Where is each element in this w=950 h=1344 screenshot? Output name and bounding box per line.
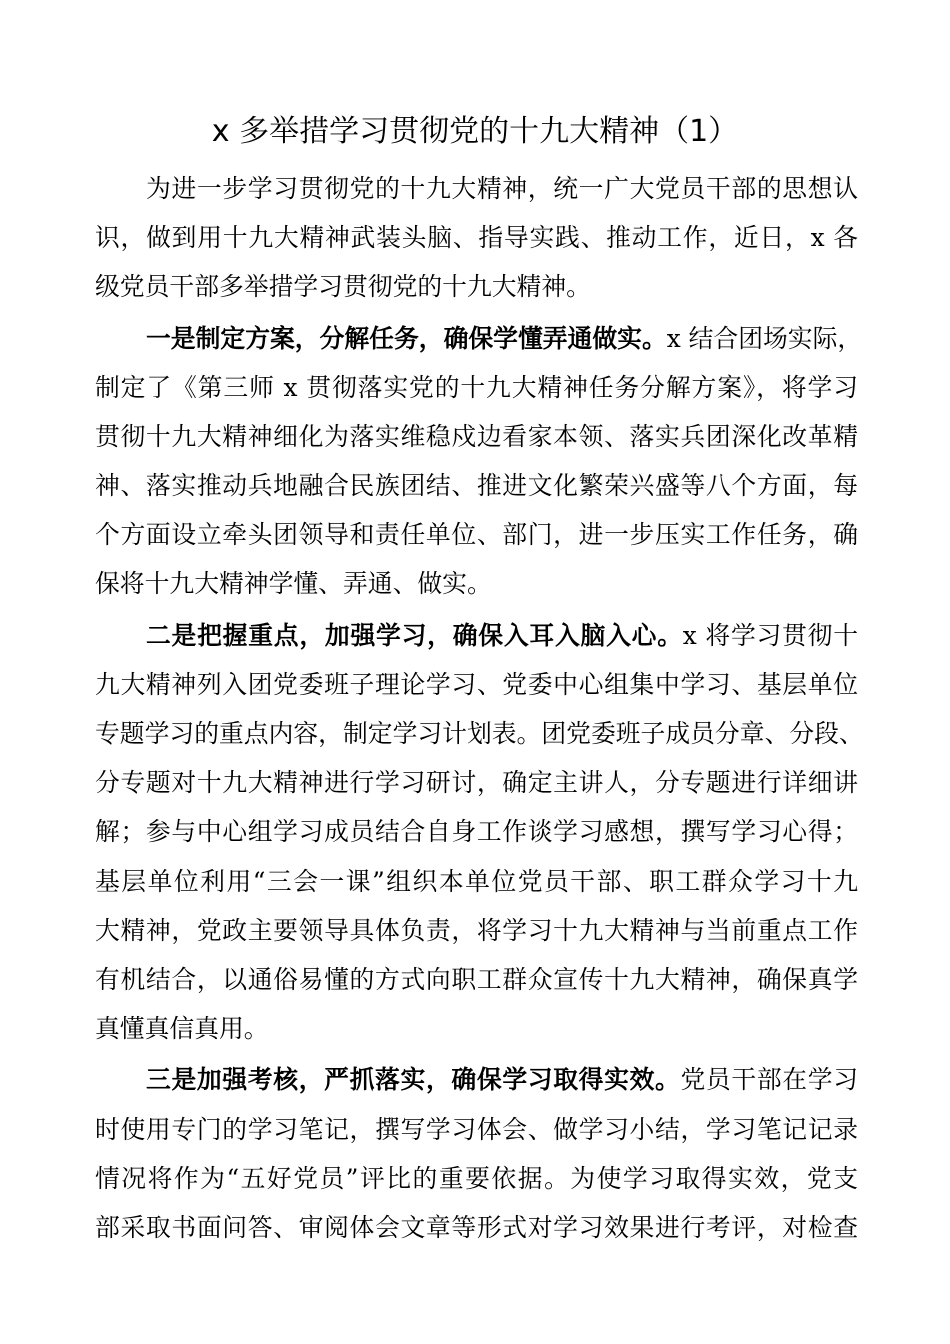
paragraph-line: 保将十九大精神学懂、弄通、做实。: [95, 569, 492, 599]
paragraph-measure-three: [95, 1055, 858, 1251]
paragraph-measure-one: [95, 314, 863, 609]
document-body: [95, 164, 864, 1254]
paragraph-line: 基层单位利用“三会一课”组织本单位党员干部、职工群众学习十九: [95, 866, 858, 896]
paragraph-line: [95, 314, 863, 363]
paragraph-measure-two: [95, 611, 864, 1053]
paragraph-line: 制定了《第三师 x 贯彻落实党的十九大精神任务分解方案》，将学习: [95, 372, 858, 402]
document-title: x 多举措学习贯彻党的十九大精神（1）: [211, 114, 739, 149]
paragraph-line: 九大精神列入团党委班子理论学习、党委中心组集中学习、基层单位: [95, 670, 858, 700]
paragraph-line: 个方面设立牵头团领导和责任单位、部门，进一步压实工作任务，确: [95, 520, 858, 550]
paragraph-line: 解；参与中心组学习成员结合自身工作谈学习感想，撰写学习心得；: [95, 817, 858, 847]
paragraph-line: [95, 611, 858, 660]
paragraph-line: 专题学习的重点内容，制定学习计划表。团党委班子成员分章、分段、: [95, 719, 864, 749]
paragraph-line: 真懂真信真用。: [95, 1013, 269, 1043]
paragraph-line: 级党员干部多举措学习贯彻党的十九大精神。: [95, 272, 591, 302]
paragraph-line: 贯彻十九大精神细化为落实维稳戍边看家本领、落实兵团深化改革精: [95, 422, 858, 452]
paragraph-line: 为进一步学习贯彻党的十九大精神，统一广大党员干部的思想认: [146, 174, 858, 203]
paragraph-line-text: x 将学习贯彻十: [682, 621, 858, 651]
paragraph-lead: 一是制定方案，分解任务，确保学懂弄通做实。: [146, 323, 667, 353]
paragraph-lead: 二是把握重点，加强学习，确保入耳入脑入心。: [146, 621, 683, 651]
paragraph-line: 神、落实推动兵地融合民族团结、推进文化繁荣兴盛等八个方面，每: [95, 471, 858, 501]
paragraph-lead: 三是加强考核，严抓落实，确保学习取得实效。: [146, 1065, 681, 1095]
paragraph-line-text: 党员干部在学习: [680, 1065, 858, 1095]
paragraph-line: 大精神，党政主要领导具体负责，将学习十九大精神与当前重点工作: [95, 915, 858, 945]
paragraph-line: 情况将作为“五好党员”评比的重要依据。为使学习取得实效，党支: [95, 1163, 858, 1193]
paragraph-line: 有机结合，以通俗易懂的方式向职工群众宣传十九大精神，确保真学: [95, 964, 858, 994]
paragraph-line: 识，做到用十九大精神武装头脑、指导实践、推动工作，近日，x 各: [95, 223, 858, 253]
paragraph-line: 分专题对十九大精神进行学习研讨，确定主讲人，分专题进行详细讲: [95, 768, 858, 798]
paragraph-line: 部采取书面问答、审阅体会文章等形式对学习效果进行考评，对检查: [95, 1212, 858, 1242]
paragraph-line: [95, 1055, 858, 1104]
paragraph-intro: [95, 164, 858, 311]
paragraph-line: 时使用专门的学习笔记，撰写学习体会、做学习小结，学习笔记记录: [95, 1114, 858, 1144]
paragraph-line-text: x 结合团场实际，: [666, 323, 863, 353]
